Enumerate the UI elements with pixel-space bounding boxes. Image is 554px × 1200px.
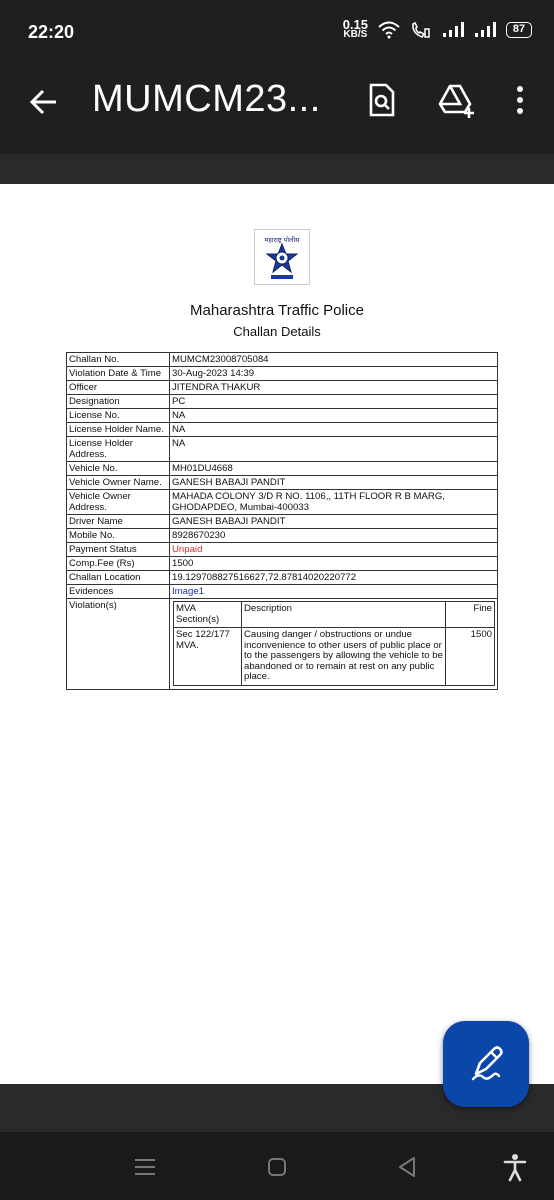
system-nav-bar (0, 1132, 554, 1200)
signal-icon-2 (474, 22, 496, 38)
violation-description: Causing danger / obstructions or undue inconvenience to other users of public place or to the passengers by allowing the vehicle to be abandoned or to remain at rest on any public place. (242, 628, 446, 686)
accessibility-icon[interactable] (500, 1152, 530, 1182)
home-icon[interactable] (262, 1152, 292, 1182)
network-speed-unit: KB/S (343, 29, 368, 40)
row-value: 30-Aug-2023 14:39 (170, 367, 498, 381)
network-speed (342, 17, 368, 40)
violation-fine: 1500 (446, 628, 495, 686)
row-label: Violation(s) (67, 599, 170, 690)
table-row (67, 367, 498, 381)
row-label: Payment Status (67, 543, 170, 557)
row-value: NA (170, 437, 498, 462)
back-icon[interactable] (392, 1152, 422, 1182)
row-label: Designation (67, 395, 170, 409)
row-value: NA (170, 409, 498, 423)
row-value: NA (170, 423, 498, 437)
organisation-name: Maharashtra Traffic Police (190, 302, 364, 319)
row-label: Comp.Fee (Rs) (67, 557, 170, 571)
payment-status-value: Unpaid (170, 543, 498, 557)
row-label: Evidences (67, 585, 170, 599)
violation-section: Sec 122/177 MVA. (174, 628, 242, 686)
row-value: MAHADA COLONY 3/D R NO. 1106,, 11TH FLOOR R B MARG, GHODAPDEO, Mumbai-400033 (170, 490, 498, 515)
row-value: 19.129708827516627,72.87814020220772 (170, 571, 498, 585)
table-row (67, 353, 498, 367)
row-value: JITENDRA THAKUR (170, 381, 498, 395)
row-value: 8928670230 (170, 529, 498, 543)
row-value: MUMCM23008705084 (170, 353, 498, 367)
header-description: Description (242, 602, 446, 628)
row-label: Officer (67, 381, 170, 395)
row-label: Challan No. (67, 353, 170, 367)
table-row (67, 515, 498, 529)
status-icons (342, 17, 532, 40)
row-label: Mobile No. (67, 529, 170, 543)
drive-add-icon[interactable] (436, 80, 476, 120)
row-value: 1500 (170, 557, 498, 571)
wifi-icon (378, 21, 400, 39)
table-row (67, 585, 498, 599)
network-speed-value: 0.15 (342, 17, 368, 32)
document-page (0, 184, 554, 1084)
row-value: GANESH BABAJI PANDIT (170, 515, 498, 529)
row-value: GANESH BABAJI PANDIT (170, 476, 498, 490)
row-label: Driver Name (67, 515, 170, 529)
table-row (67, 599, 498, 690)
signal-icon-1 (442, 22, 464, 38)
document-subtitle: Challan Details (233, 324, 321, 339)
table-row (67, 529, 498, 543)
header-fine: Fine (446, 602, 495, 628)
recents-icon[interactable] (130, 1152, 160, 1182)
edit-fab-button[interactable] (443, 1021, 529, 1107)
app-bar (0, 66, 554, 154)
police-logo (254, 229, 310, 285)
table-row (67, 557, 498, 571)
status-bar (0, 0, 554, 66)
search-doc-icon[interactable] (362, 80, 402, 120)
table-row (67, 395, 498, 409)
edit-pen-icon (443, 1021, 529, 1107)
table-row (67, 571, 498, 585)
table-row (67, 543, 498, 557)
evidence-link[interactable]: Image1 (170, 585, 498, 599)
wifi-call-icon (410, 21, 432, 39)
row-label: Vehicle No. (67, 462, 170, 476)
challan-table (66, 352, 498, 690)
logo-text: महाराष्ट्र पोलीस (264, 236, 300, 244)
header-section: MVA Section(s) (174, 602, 242, 628)
status-time: 22:20 (28, 22, 75, 42)
more-vert-icon[interactable] (500, 80, 540, 120)
table-row (67, 476, 498, 490)
table-row (67, 423, 498, 437)
back-arrow-icon[interactable] (24, 82, 64, 122)
violation-row (174, 628, 495, 686)
table-row (67, 490, 498, 515)
row-value: MH01DU4668 (170, 462, 498, 476)
row-value: PC (170, 395, 498, 409)
row-label: Vehicle Owner Address. (67, 490, 170, 515)
table-row (67, 381, 498, 395)
document-title: MUMCM23... (92, 78, 321, 120)
violation-table (173, 601, 495, 686)
row-label: License No. (67, 409, 170, 423)
violation-header-row (174, 602, 495, 628)
table-row (67, 437, 498, 462)
row-label: Violation Date & Time (67, 367, 170, 381)
row-label: Vehicle Owner Name. (67, 476, 170, 490)
row-label: License Holder Name. (67, 423, 170, 437)
table-row (67, 409, 498, 423)
violations-cell (170, 599, 498, 690)
row-label: License Holder Address. (67, 437, 170, 462)
row-label: Challan Location (67, 571, 170, 585)
document-viewer[interactable] (0, 154, 554, 1132)
battery-icon: 87 (506, 22, 532, 38)
table-row (67, 462, 498, 476)
